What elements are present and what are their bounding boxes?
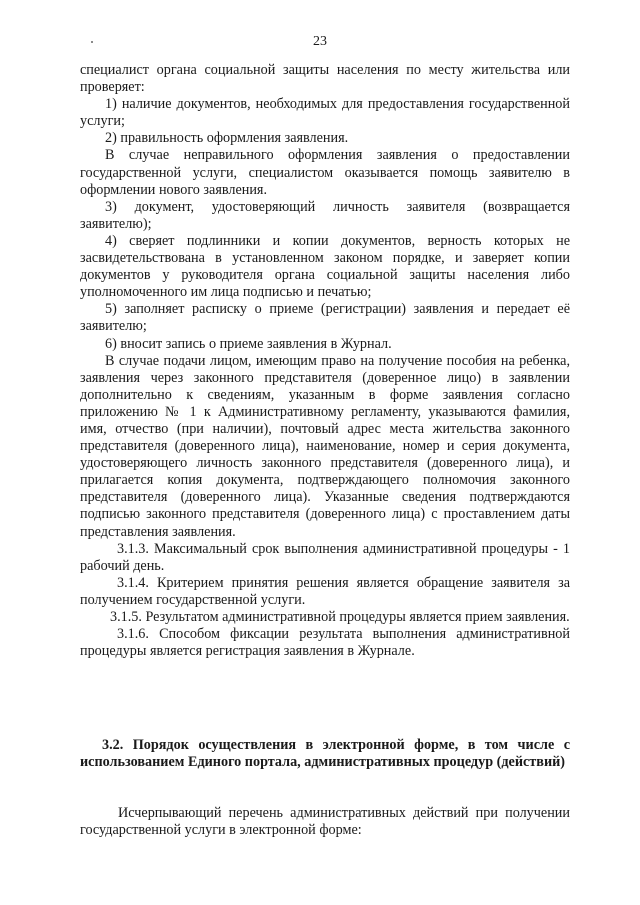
scan-speck: [91, 41, 93, 43]
document-body: [80, 62, 570, 660]
clause-3-1-4: 3.1.4. Критерием принятия решения является обращение заявителя за получением государственной услуги.: [80, 574, 570, 608]
section-heading: 3.2. Порядок осуществления в электронной форме, в том числе с использованием Единого портала, административных процедур (действий): [80, 737, 570, 771]
clause-3-1-5: 3.1.5. Результатом административной процедуры является прием заявления.: [110, 609, 570, 625]
section-intro: Исчерпывающий перечень административных действий при получении государственной услуги в электронной форме:: [80, 805, 570, 839]
list-item-2: 2) правильность оформления заявления.: [105, 130, 349, 147]
list-item-4: 4) сверяет подлинники и копии документов, верность которых не засвидетельствована в установленном законом порядке, и заверяет копии документов у руководителя органа социальной защиты населения либо уполномоченного им лица подписью и печатью;: [80, 232, 570, 301]
paragraph-representative: В случае подачи лицом, имеющим право на получение пособия на ребенка, заявления через законного представителя (доверенное лицо) в заявлении дополнительно к сведениям, указанным в форме заявления согласно приложению № 1 к Административному регламенту, указываются фамилия, имя, отчество (при наличии), почтовый адрес места жительства законного представителя (доверенного лица), наименование, номер и серия документа, удостоверяющего личность законного представителя (доверенного лица), и прилагается копия документа, подтверждающего полномочия законного представителя (доверенного лица). Указанные сведения подтверждаются подписью законного представителя (доверенного лица) с проставлением даты представления заявления.: [80, 352, 570, 540]
paragraph-continuation: специалист органа социальной защиты населения по месту жительства или проверяет:: [80, 62, 570, 96]
page-number: 23: [313, 34, 327, 49]
list-item-6: 6) вносит запись о приеме заявления в Журнал.: [105, 335, 392, 352]
list-item-3: 3) документ, удостоверяющий личность заявителя (возвращается заявителю);: [80, 198, 570, 232]
clause-3-1-6: 3.1.6. Способом фиксации результата выполнения административной процедуры является регистрация заявления в Журнале.: [80, 626, 570, 660]
clause-3-1-3: 3.1.3. Максимальный срок выполнения административной процедуры - 1 рабочий день.: [80, 540, 570, 574]
list-item-5: 5) заполняет расписку о приеме (регистрации) заявления и передает её заявителю;: [80, 301, 570, 335]
paragraph-incorrect-application: В случае неправильного оформления заявления о предоставлении государственной услуги, специалистом оказывается помощь заявителю в оформлении нового заявления.: [80, 147, 570, 198]
list-item-1: 1) наличие документов, необходимых для предоставления государственной услуги;: [80, 96, 570, 130]
